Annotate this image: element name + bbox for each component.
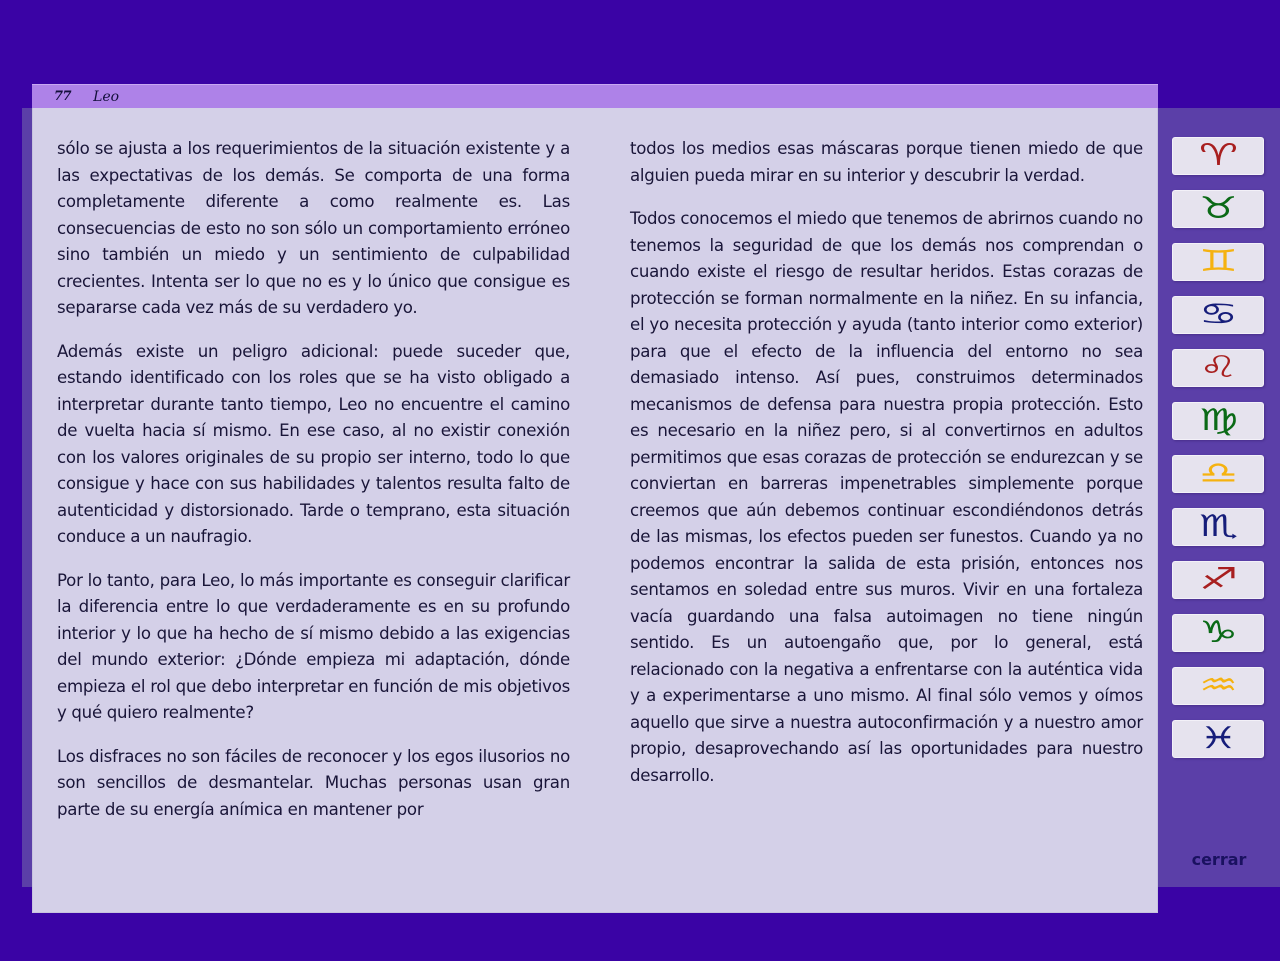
chapter-title: Leo	[93, 88, 120, 105]
close-link[interactable]: cerrar	[1191, 850, 1247, 869]
right-text-column	[630, 136, 1143, 823]
paragraph: Todos conocemos el miedo que tenemos de abrirnos cuando no tenemos la seguridad de que los demás nos comprendan o cuando existe el riesgo de resultar heridos. Estas corazas de protección se forman normalmente en la niñez. En su infancia, el yo necesita protección y ayuda (tanto interior como exterior) para que el efecto de la influencia del entorno no sea demasiado intenso. Así pues, construimos determinados mecanismos de defensa para nuestra propia protección. Esto es necesario en la niñez pero, si al convertirnos en adultos permitimos que esas corazas de protección se endurezcan y se conviertan en barreras impenetrables simplemente porque creemos que aún debemos continuar escondiéndonos detrás de las mismas, los efectos pueden ser funestos. Cuando ya no podemos encontrar la salida de esta prisión, entonces nos sentamos en soledad entre sus muros. Vivir en una fortaleza vacía guardando una falsa autoimagen no tiene ningún sentido. Es un autoengaño que, por lo general, está relacionado con la negativa a enfrentarse con la auténtica vida y a experimentarse a uno mismo. Al final sólo vemos y oímos aquello que sirve a nuestra autoconfirmación y a nuestro amor propio, desaprovechando así las oportunidades para nuestro desarrollo.	[630, 209, 1143, 785]
paragraph: Además existe un peligro adicional: puede suceder que, estando identificado con los roles que se ha visto obligado a interpretar durante tanto tiempo, Leo no encuentre el camino de vuelta hacia sí mismo. En ese caso, al no existir conexión con los valores originales de su propio ser interno, todo lo que consigue y hace con sus habilidades y talentos resulta falto de autenticidad y distorsionado. Tarde o temprano, esta situación conduce a un naufragio.	[57, 341, 570, 546]
zodiac-button-virgo[interactable]	[1172, 402, 1264, 440]
virgo-icon: ♍	[1198, 403, 1238, 438]
page-number: 77	[54, 89, 72, 104]
page-sheet	[32, 108, 1158, 913]
aries-icon: ♈	[1198, 138, 1238, 173]
zodiac-button-aquarius[interactable]	[1172, 667, 1264, 705]
reader-window	[22, 84, 1280, 914]
paragraph: todos los medios esas máscaras porque tienen miedo de que alguien pueda mirar en su interior y descubrir la verdad.	[630, 139, 1143, 185]
zodiac-button-sagittarius[interactable]	[1172, 561, 1264, 599]
zodiac-button-leo[interactable]	[1172, 349, 1264, 387]
gemini-icon: ♊	[1198, 244, 1238, 279]
paragraph: sólo se ajusta a los requerimientos de la situación existente y a las expectativas de los demás. Se comporta de una forma completamente diferente a como realmente es. Las consecuencias de esto no son sólo un comportamiento erróneo sino también un miedo y un sentimiento de culpabilidad crecientes. Intenta ser lo que no es y lo único que consigue es separarse cada vez más de su verdadero yo.	[57, 139, 570, 317]
aquarius-icon: ♒	[1198, 668, 1238, 703]
scorpio-icon: ♏	[1198, 509, 1238, 544]
title-bar	[32, 84, 1158, 108]
zodiac-icon-rail	[1158, 108, 1280, 887]
cancer-icon: ♋	[1198, 297, 1238, 332]
zodiac-button-taurus[interactable]	[1172, 190, 1264, 228]
zodiac-button-pisces[interactable]	[1172, 720, 1264, 758]
zodiac-button-gemini[interactable]	[1172, 243, 1264, 281]
pisces-icon: ♓	[1198, 721, 1238, 756]
paragraph: Por lo tanto, para Leo, lo más importante es conseguir clarificar la diferencia entre lo que verdaderamente es en su profundo interior y lo que ha hecho de sí mismo debido a las exigencias del mundo exterior: ¿Dónde empieza mi adaptación, dónde empieza el rol que debo interpretar en función de mis objetivos y qué quiero realmente?	[57, 570, 570, 722]
paragraph: Los disfraces no son fáciles de reconocer y los egos ilusorios no son sencillos de desmantelar. Muchas personas usan gran parte de su energía anímica en mantener por	[57, 746, 570, 819]
zodiac-button-scorpio[interactable]	[1172, 508, 1264, 546]
zodiac-button-aries[interactable]	[1172, 137, 1264, 175]
left-text-column	[57, 136, 570, 823]
sagittarius-icon: ♐	[1198, 562, 1238, 597]
zodiac-button-capricorn[interactable]	[1172, 614, 1264, 652]
text-columns	[57, 136, 1143, 823]
libra-icon: ♎	[1198, 456, 1238, 491]
zodiac-button-libra[interactable]	[1172, 455, 1264, 493]
zodiac-button-cancer[interactable]	[1172, 296, 1264, 334]
taurus-icon: ♉	[1198, 191, 1238, 226]
leo-icon: ♌	[1198, 350, 1238, 385]
capricorn-icon: ♑	[1198, 615, 1238, 650]
